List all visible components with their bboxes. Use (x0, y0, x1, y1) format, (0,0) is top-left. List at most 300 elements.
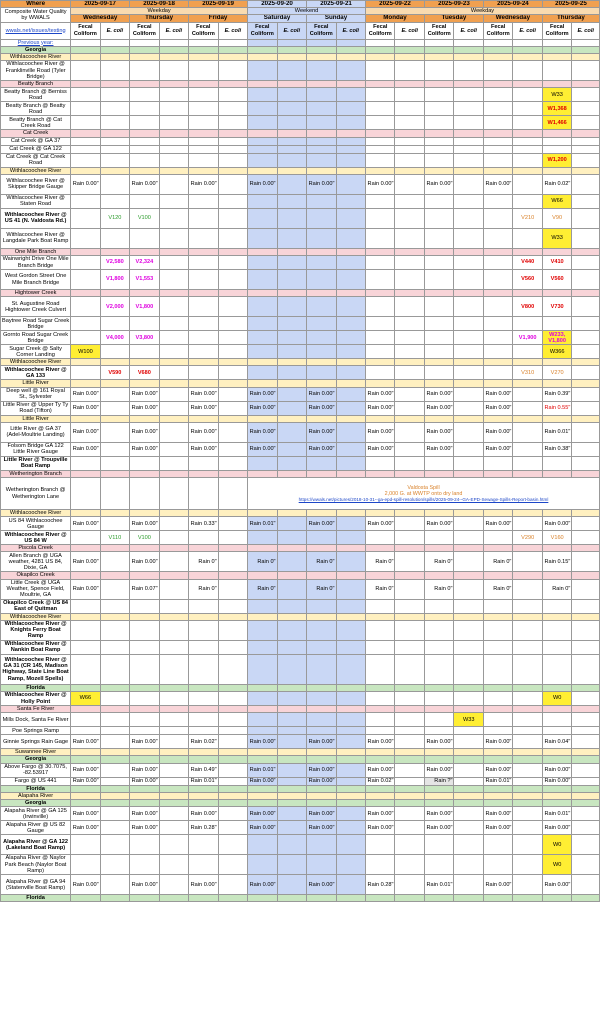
empty-cell (483, 81, 512, 88)
site-name: Allen Branch @ UGA weather, 4281 US 84, Dixie, GA (1, 552, 71, 572)
empty-cell (454, 256, 483, 270)
empty-cell (336, 359, 365, 366)
empty-cell (159, 228, 188, 248)
empty-cell (307, 61, 336, 81)
empty-cell (159, 756, 188, 763)
empty-cell (130, 895, 159, 902)
rain-value: Rain 0.00" (189, 442, 218, 456)
empty-cell (483, 208, 512, 228)
empty-cell (366, 706, 395, 713)
empty-cell (366, 727, 395, 735)
empty-cell (277, 422, 306, 442)
empty-cell (572, 756, 600, 763)
empty-cell (277, 290, 306, 297)
empty-cell (130, 137, 159, 145)
empty-cell (218, 81, 247, 88)
empty-cell (395, 415, 424, 422)
empty-cell (454, 855, 483, 875)
rain-value: Rain 0" (189, 552, 218, 572)
empty-cell (395, 654, 424, 684)
empty-cell (424, 228, 453, 248)
empty-cell (336, 366, 365, 380)
empty-cell (248, 116, 277, 130)
bacteria-value: V800 (513, 297, 542, 317)
empty-cell (218, 359, 247, 366)
empty-cell (454, 792, 483, 799)
empty-cell (277, 248, 306, 255)
empty-cell (218, 270, 247, 290)
spill-report-link[interactable]: https://wwals.net/pictures/2018-10-31--ga-epd-spill-resolution/spills/2025-09-24--GA-EPD-Sewage-Spills-Report-basin.html (298, 497, 549, 503)
empty-cell (130, 510, 159, 517)
empty-cell (336, 777, 365, 785)
table-row (1, 102, 600, 116)
empty-cell (572, 137, 600, 145)
empty-cell (366, 256, 395, 270)
fecal-coliform-header: Fecal Coliform (130, 22, 159, 39)
empty-cell (71, 153, 100, 167)
empty-cell (366, 81, 395, 88)
rain-value: Rain 0.00" (307, 821, 336, 835)
bacteria-value: V3,800 (130, 331, 159, 345)
empty-cell (130, 153, 159, 167)
empty-cell (218, 749, 247, 756)
empty-cell (130, 61, 159, 81)
table-row (1, 208, 600, 228)
empty-cell (395, 749, 424, 756)
empty-cell (336, 895, 365, 902)
empty-cell (424, 749, 453, 756)
empty-cell (277, 821, 306, 835)
empty-cell (71, 81, 100, 88)
empty-cell (307, 640, 336, 654)
empty-cell (454, 640, 483, 654)
empty-cell (424, 684, 453, 691)
river-heading: Withlacoochee River (1, 54, 71, 61)
empty-cell (366, 290, 395, 297)
empty-cell (159, 137, 188, 145)
table-row (1, 130, 600, 137)
empty-cell (71, 785, 100, 792)
fecal-coliform-header: Fecal Coliform (424, 22, 453, 39)
empty-cell (248, 130, 277, 137)
empty-cell (395, 401, 424, 415)
empty-cell (100, 54, 129, 61)
empty-cell (248, 800, 277, 807)
rain-value: Rain 0.00" (307, 763, 336, 777)
empty-cell (424, 531, 453, 545)
bacteria-value: V440 (513, 256, 542, 270)
empty-cell (395, 613, 424, 620)
bacteria-value: V310 (513, 366, 542, 380)
empty-cell (572, 763, 600, 777)
empty-cell (100, 706, 129, 713)
empty-cell (513, 545, 542, 552)
state-heading: Florida (1, 785, 71, 792)
empty-cell (218, 478, 247, 510)
empty-cell (336, 807, 365, 821)
empty-cell (572, 552, 600, 572)
empty-cell (130, 116, 159, 130)
empty-cell (542, 470, 571, 477)
site-name: Fargo @ US 441 (1, 777, 71, 785)
empty-cell (100, 228, 129, 248)
empty-cell (277, 531, 306, 545)
empty-cell (395, 545, 424, 552)
empty-cell (572, 297, 600, 317)
empty-cell (395, 359, 424, 366)
empty-cell (100, 756, 129, 763)
empty-cell (71, 756, 100, 763)
empty-cell (366, 331, 395, 345)
empty-cell (366, 194, 395, 208)
empty-cell (483, 46, 512, 53)
empty-cell (71, 256, 100, 270)
empty-cell (513, 552, 542, 572)
empty-cell (277, 800, 306, 807)
empty-cell (513, 145, 542, 153)
empty-cell (189, 359, 218, 366)
empty-cell (277, 387, 306, 401)
empty-cell (277, 54, 306, 61)
table-row (1, 401, 600, 415)
empty-cell (248, 194, 277, 208)
empty-cell (366, 613, 395, 620)
empty-cell (277, 749, 306, 756)
empty-cell (130, 81, 159, 88)
empty-cell (395, 81, 424, 88)
empty-cell (100, 153, 129, 167)
empty-cell (542, 248, 571, 255)
empty-cell (100, 359, 129, 366)
empty-cell (572, 654, 600, 684)
empty-cell (483, 145, 512, 153)
empty-cell (248, 792, 277, 799)
empty-cell (71, 835, 100, 855)
empty-cell (277, 835, 306, 855)
rain-value: Rain 0.00" (248, 174, 277, 194)
empty-cell (248, 61, 277, 81)
empty-cell (395, 552, 424, 572)
bacteria-value: V160 (542, 531, 571, 545)
empty-cell (395, 130, 424, 137)
empty-cell (277, 442, 306, 456)
empty-cell (100, 380, 129, 387)
rain-value: Rain 0" (542, 579, 571, 599)
empty-cell (513, 174, 542, 194)
rain-value: Rain 0.00" (307, 174, 336, 194)
empty-cell (424, 855, 453, 875)
empty-cell (454, 137, 483, 145)
site-name: Baytree Road Sugar Creek Bridge (2, 317, 70, 330)
empty-cell (100, 130, 129, 137)
day-name: Thursday (542, 15, 599, 22)
empty-cell (307, 137, 336, 145)
empty-cell (277, 256, 306, 270)
blank-cell (572, 39, 600, 46)
day-name: Wednesday (71, 15, 130, 22)
rain-value: Rain 0.00" (424, 517, 453, 531)
empty-cell (189, 692, 218, 706)
empty-cell (218, 174, 247, 194)
empty-cell (100, 317, 129, 331)
empty-cell (100, 422, 129, 442)
empty-cell (218, 727, 247, 735)
empty-cell (307, 895, 336, 902)
rain-value: Rain 0.02" (189, 735, 218, 749)
rain-value: Rain 0.00" (71, 442, 100, 456)
trib-heading: One Mile Branch (1, 248, 71, 255)
empty-cell (424, 613, 453, 620)
empty-cell (483, 297, 512, 317)
empty-cell (395, 366, 424, 380)
empty-cell (307, 167, 336, 174)
empty-cell (572, 61, 600, 81)
rain-value: Rain 0.00" (366, 517, 395, 531)
empty-cell (513, 692, 542, 706)
empty-cell (395, 54, 424, 61)
rain-value: Rain 0.00" (542, 763, 571, 777)
empty-cell (189, 194, 218, 208)
rain-value: Rain 0.00" (71, 735, 100, 749)
empty-cell (336, 228, 365, 248)
table-row (1, 174, 600, 194)
empty-cell (100, 387, 129, 401)
empty-cell (277, 145, 306, 153)
empty-cell (189, 572, 218, 579)
empty-cell (218, 208, 247, 228)
table-row (1, 835, 600, 855)
empty-cell (71, 620, 100, 640)
empty-cell (336, 130, 365, 137)
blank-cell (366, 39, 395, 46)
empty-cell (71, 208, 100, 228)
empty-cell (100, 713, 129, 727)
testing-link[interactable]: wwals.net/issues/testing (5, 27, 66, 34)
empty-cell (248, 345, 277, 359)
empty-cell (218, 61, 247, 81)
weekday-band: Weekday (71, 8, 248, 15)
empty-cell (248, 228, 277, 248)
empty-cell (218, 46, 247, 53)
empty-cell (218, 807, 247, 821)
rain-value: Rain 0.00" (189, 174, 218, 194)
rain-value: Rain 0" (248, 552, 277, 572)
rain-value: Rain 0.00" (189, 387, 218, 401)
empty-cell (130, 692, 159, 706)
river-heading: Withlacoochee River (1, 510, 71, 517)
empty-cell (572, 130, 600, 137)
empty-cell (454, 422, 483, 442)
empty-cell (572, 800, 600, 807)
table-row (1, 415, 600, 422)
previous-year-link[interactable]: Previous year: (17, 39, 54, 46)
empty-cell (159, 415, 188, 422)
empty-cell (277, 345, 306, 359)
date-header: 2025-09-18 (130, 1, 189, 8)
empty-cell (483, 713, 512, 727)
empty-cell (189, 510, 218, 517)
empty-cell (483, 61, 512, 81)
table-row (1, 552, 600, 572)
empty-cell (100, 684, 129, 691)
empty-cell (542, 684, 571, 691)
empty-cell (366, 749, 395, 756)
site-name: Alapaha River @ US 82 Gauge (1, 821, 71, 835)
empty-cell (218, 228, 247, 248)
rain-value: Rain 0.00" (130, 763, 159, 777)
empty-cell (395, 763, 424, 777)
bacteria-value: W366 (542, 345, 571, 359)
empty-cell (424, 297, 453, 317)
table-row (1, 763, 600, 777)
rain-value: Rain 0.00" (130, 442, 159, 456)
rain-value: Rain 0.00" (130, 807, 159, 821)
table-row (1, 654, 600, 684)
empty-cell (454, 572, 483, 579)
empty-cell (366, 713, 395, 727)
empty-cell (159, 713, 188, 727)
rain-value: Rain 0.00" (130, 174, 159, 194)
empty-cell (395, 875, 424, 895)
empty-cell (277, 137, 306, 145)
site-name: Mills Dock, Santa Fe River (1, 713, 71, 727)
empty-cell (248, 145, 277, 153)
rain-value: Rain 0.00" (248, 387, 277, 401)
site-name: Withlacoochee River @ Holly Point (1, 692, 71, 706)
table-row (1, 777, 600, 785)
table-row (1, 749, 600, 756)
empty-cell (542, 415, 571, 422)
empty-cell (159, 145, 188, 153)
empty-cell (454, 366, 483, 380)
empty-cell (130, 855, 159, 875)
empty-cell (248, 290, 277, 297)
empty-cell (424, 640, 453, 654)
empty-cell (513, 684, 542, 691)
rain-value: Rain 0.00" (366, 821, 395, 835)
empty-cell (130, 800, 159, 807)
empty-cell (130, 456, 159, 470)
empty-cell (336, 387, 365, 401)
empty-cell (454, 297, 483, 317)
empty-cell (395, 510, 424, 517)
empty-cell (395, 620, 424, 640)
empty-cell (366, 345, 395, 359)
empty-cell (130, 478, 159, 510)
date-header: 2025-09-24 (483, 1, 542, 8)
rain-value: Rain 0.00" (542, 517, 571, 531)
empty-cell (366, 415, 395, 422)
table-row (1, 785, 600, 792)
empty-cell (100, 599, 129, 613)
empty-cell (572, 835, 600, 855)
rain-value: Rain 0.00" (189, 875, 218, 895)
day-name: Saturday (248, 15, 307, 22)
empty-cell (424, 895, 453, 902)
empty-cell (513, 800, 542, 807)
rain-value: Rain 0.00" (130, 401, 159, 415)
empty-cell (336, 545, 365, 552)
blank-cell (307, 39, 336, 46)
rain-value: Rain 0.00" (366, 807, 395, 821)
empty-cell (483, 706, 512, 713)
empty-cell (366, 317, 395, 331)
empty-cell (307, 706, 336, 713)
empty-cell (189, 785, 218, 792)
empty-cell (513, 422, 542, 442)
empty-cell (159, 552, 188, 572)
empty-cell (218, 875, 247, 895)
spill-note (248, 478, 600, 510)
empty-cell (336, 792, 365, 799)
rain-value: Rain 0.00" (130, 387, 159, 401)
rain-value: Rain 0.00" (483, 442, 512, 456)
river-heading: Little River (1, 415, 71, 422)
date-header: 2025-09-17 (71, 1, 130, 8)
river-heading: Suwannee River (1, 749, 71, 756)
empty-cell (307, 290, 336, 297)
bacteria-value: V110 (100, 531, 129, 545)
empty-cell (366, 756, 395, 763)
empty-cell (248, 835, 277, 855)
empty-cell (248, 248, 277, 255)
empty-cell (218, 470, 247, 477)
site-name: Little Creek @ UGA Weather, Spence Field, Moultrie, GA (1, 579, 71, 599)
ecoli-header: E. coli (336, 22, 365, 39)
rain-value: Rain 0.00" (483, 174, 512, 194)
empty-cell (159, 706, 188, 713)
empty-cell (277, 613, 306, 620)
empty-cell (248, 167, 277, 174)
empty-cell (248, 706, 277, 713)
empty-cell (218, 545, 247, 552)
empty-cell (248, 54, 277, 61)
blank-cell (483, 39, 512, 46)
empty-cell (513, 470, 542, 477)
empty-cell (159, 331, 188, 345)
empty-cell (395, 194, 424, 208)
empty-cell (424, 366, 453, 380)
empty-cell (307, 270, 336, 290)
bacteria-value: V410 (542, 256, 571, 270)
empty-cell (159, 692, 188, 706)
empty-cell (454, 510, 483, 517)
bacteria-value: V560 (542, 270, 571, 290)
empty-cell (572, 456, 600, 470)
empty-cell (336, 270, 365, 290)
empty-cell (71, 228, 100, 248)
site-name: Alapaha River @ GA 125 (Irwinville) (1, 807, 71, 821)
empty-cell (277, 620, 306, 640)
empty-cell (572, 153, 600, 167)
empty-cell (572, 194, 600, 208)
empty-cell (366, 800, 395, 807)
empty-cell (218, 792, 247, 799)
table-row (1, 153, 600, 167)
empty-cell (130, 470, 159, 477)
empty-cell (454, 102, 483, 116)
empty-cell (277, 510, 306, 517)
empty-cell (572, 749, 600, 756)
empty-cell (248, 727, 277, 735)
empty-cell (424, 599, 453, 613)
empty-cell (572, 228, 600, 248)
empty-cell (336, 510, 365, 517)
empty-cell (454, 756, 483, 763)
empty-cell (542, 359, 571, 366)
empty-cell (366, 654, 395, 684)
empty-cell (248, 895, 277, 902)
